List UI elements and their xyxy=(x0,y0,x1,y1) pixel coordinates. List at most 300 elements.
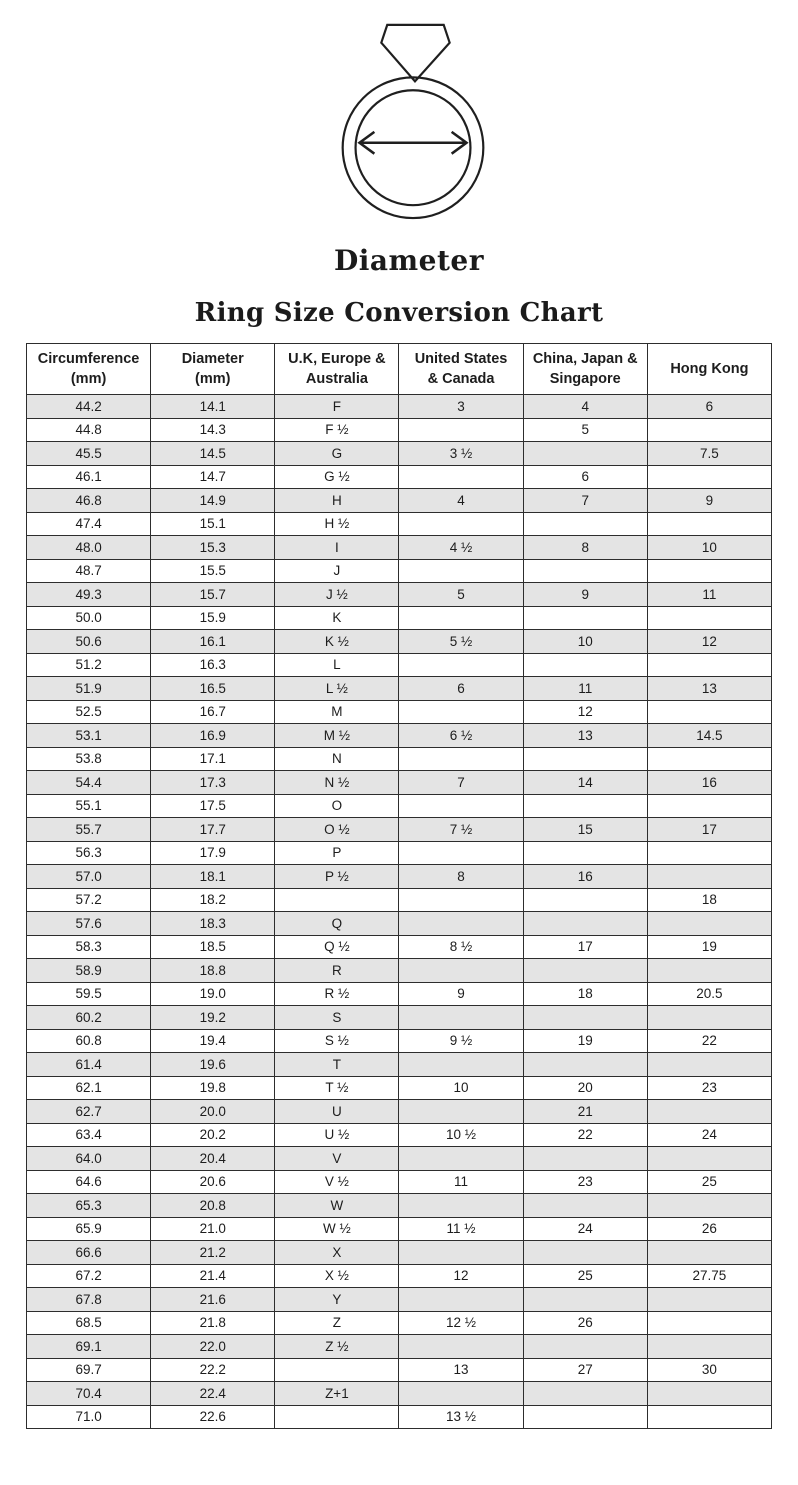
cell: U xyxy=(275,1100,399,1124)
ring-icon xyxy=(331,12,495,222)
cell xyxy=(647,912,771,936)
cell: 19 xyxy=(647,935,771,959)
cell: 9 xyxy=(523,583,647,607)
cell: 15.3 xyxy=(151,536,275,560)
cell xyxy=(647,606,771,630)
cell: 64.6 xyxy=(27,1170,151,1194)
cell: 8 ½ xyxy=(399,935,523,959)
cell: I xyxy=(275,536,399,560)
cell xyxy=(523,1147,647,1171)
cell: 9 xyxy=(399,982,523,1006)
diamond-icon xyxy=(381,25,449,81)
cell xyxy=(399,512,523,536)
cell: 51.2 xyxy=(27,653,151,677)
cell xyxy=(399,653,523,677)
cell: 11 ½ xyxy=(399,1217,523,1241)
cell: 58.3 xyxy=(27,935,151,959)
cell: 19.4 xyxy=(151,1029,275,1053)
cell: 27 xyxy=(523,1358,647,1382)
cell xyxy=(399,1100,523,1124)
cell xyxy=(399,418,523,442)
cell: 16 xyxy=(647,771,771,795)
cell xyxy=(647,1382,771,1406)
table-row xyxy=(27,1241,772,1265)
cell xyxy=(647,465,771,489)
cell: 48.7 xyxy=(27,559,151,583)
table-row xyxy=(27,1053,772,1077)
cell: 25 xyxy=(523,1264,647,1288)
column-header-line: (mm) xyxy=(70,371,107,387)
cell: 3 xyxy=(399,395,523,419)
cell xyxy=(647,418,771,442)
cell xyxy=(647,1006,771,1030)
cell: 4 xyxy=(523,395,647,419)
column-header-line: U.K, Europe & xyxy=(288,351,386,367)
cell: 18.3 xyxy=(151,912,275,936)
cell: 50.0 xyxy=(27,606,151,630)
table-row xyxy=(27,982,772,1006)
cell xyxy=(647,1147,771,1171)
cell: 18.5 xyxy=(151,935,275,959)
cell: 16.9 xyxy=(151,724,275,748)
cell: 24 xyxy=(647,1123,771,1147)
cell: 19.2 xyxy=(151,1006,275,1030)
table-row xyxy=(27,959,772,983)
table-row xyxy=(27,1335,772,1359)
cell: G ½ xyxy=(275,465,399,489)
cell: 47.4 xyxy=(27,512,151,536)
table-row xyxy=(27,536,772,560)
cell: 10 xyxy=(399,1076,523,1100)
table-row xyxy=(27,1147,772,1171)
cell: 53.8 xyxy=(27,747,151,771)
cell: 23 xyxy=(523,1170,647,1194)
cell: M xyxy=(275,700,399,724)
cell xyxy=(399,1382,523,1406)
cell: 14.5 xyxy=(151,442,275,466)
cell: 11 xyxy=(523,677,647,701)
cell: 20.8 xyxy=(151,1194,275,1218)
table-row xyxy=(27,418,772,442)
table-row xyxy=(27,1194,772,1218)
cell: 15.9 xyxy=(151,606,275,630)
cell: 22.4 xyxy=(151,1382,275,1406)
cell: 49.3 xyxy=(27,583,151,607)
cell xyxy=(399,912,523,936)
cell: 21.2 xyxy=(151,1241,275,1265)
cell: 22 xyxy=(647,1029,771,1053)
cell: 26 xyxy=(523,1311,647,1335)
table-row xyxy=(27,442,772,466)
table-row xyxy=(27,653,772,677)
column-header-line: Singapore xyxy=(549,371,621,387)
column-header-line: Diameter xyxy=(181,351,244,367)
column-header-line: Circumference xyxy=(37,351,140,367)
cell: S xyxy=(275,1006,399,1030)
cell: 16.7 xyxy=(151,700,275,724)
cell xyxy=(523,559,647,583)
cell: 17.1 xyxy=(151,747,275,771)
column-header xyxy=(647,344,771,395)
cell: 15.1 xyxy=(151,512,275,536)
table-row xyxy=(27,1264,772,1288)
table-row xyxy=(27,630,772,654)
table-row xyxy=(27,606,772,630)
table-row xyxy=(27,841,772,865)
cell xyxy=(275,1405,399,1429)
cell xyxy=(647,865,771,889)
cell: 56.3 xyxy=(27,841,151,865)
cell xyxy=(647,1311,771,1335)
cell: 13 xyxy=(399,1358,523,1382)
cell: K ½ xyxy=(275,630,399,654)
cell: 11 xyxy=(399,1170,523,1194)
cell: 23 xyxy=(647,1076,771,1100)
cell: S ½ xyxy=(275,1029,399,1053)
cell: 57.6 xyxy=(27,912,151,936)
cell xyxy=(523,1405,647,1429)
cell xyxy=(523,1006,647,1030)
cell: 70.4 xyxy=(27,1382,151,1406)
cell xyxy=(523,912,647,936)
cell: 69.7 xyxy=(27,1358,151,1382)
cell: 16.3 xyxy=(151,653,275,677)
cell: 25 xyxy=(647,1170,771,1194)
cell: 58.9 xyxy=(27,959,151,983)
cell xyxy=(399,959,523,983)
cell xyxy=(523,1241,647,1265)
cell: U ½ xyxy=(275,1123,399,1147)
cell: 21.0 xyxy=(151,1217,275,1241)
cell: 18.8 xyxy=(151,959,275,983)
cell: 6 xyxy=(523,465,647,489)
cell: 67.2 xyxy=(27,1264,151,1288)
cell: Q ½ xyxy=(275,935,399,959)
cell: 20.0 xyxy=(151,1100,275,1124)
cell: 12 xyxy=(523,700,647,724)
cell xyxy=(399,841,523,865)
cell: 44.2 xyxy=(27,395,151,419)
cell: 5 xyxy=(523,418,647,442)
cell: N ½ xyxy=(275,771,399,795)
table-row xyxy=(27,1358,772,1382)
cell xyxy=(399,1006,523,1030)
cell: 20.2 xyxy=(151,1123,275,1147)
table-row xyxy=(27,677,772,701)
cell: R xyxy=(275,959,399,983)
cell: N xyxy=(275,747,399,771)
cell: 62.1 xyxy=(27,1076,151,1100)
cell: 10 xyxy=(647,536,771,560)
cell xyxy=(399,888,523,912)
cell xyxy=(399,747,523,771)
column-header xyxy=(151,344,275,395)
cell: 12 xyxy=(399,1264,523,1288)
cell: 15.7 xyxy=(151,583,275,607)
cell xyxy=(399,794,523,818)
cell: 59.5 xyxy=(27,982,151,1006)
cell: X xyxy=(275,1241,399,1265)
cell xyxy=(523,606,647,630)
cell xyxy=(523,512,647,536)
diameter-label: Diameter xyxy=(333,244,484,277)
cell: 22.6 xyxy=(151,1405,275,1429)
cell: 18 xyxy=(647,888,771,912)
cell: 64.0 xyxy=(27,1147,151,1171)
cell: 46.1 xyxy=(27,465,151,489)
cell: F ½ xyxy=(275,418,399,442)
cell: Z ½ xyxy=(275,1335,399,1359)
cell: X ½ xyxy=(275,1264,399,1288)
cell: 19.8 xyxy=(151,1076,275,1100)
cell: 57.0 xyxy=(27,865,151,889)
cell: 12 ½ xyxy=(399,1311,523,1335)
table-row xyxy=(27,912,772,936)
cell: 13 xyxy=(523,724,647,748)
cell xyxy=(647,512,771,536)
cell: 14.7 xyxy=(151,465,275,489)
cell: 30 xyxy=(647,1358,771,1382)
cell: 45.5 xyxy=(27,442,151,466)
cell: 13 ½ xyxy=(399,1405,523,1429)
cell: 21.4 xyxy=(151,1264,275,1288)
cell xyxy=(523,1335,647,1359)
cell: 15.5 xyxy=(151,559,275,583)
cell xyxy=(523,1288,647,1312)
table-row xyxy=(27,583,772,607)
table-row xyxy=(27,1006,772,1030)
cell: V ½ xyxy=(275,1170,399,1194)
cell: L xyxy=(275,653,399,677)
cell: J xyxy=(275,559,399,583)
cell: 8 xyxy=(523,536,647,560)
cell: 20.6 xyxy=(151,1170,275,1194)
cell: 6 ½ xyxy=(399,724,523,748)
cell: 14.5 xyxy=(647,724,771,748)
cell xyxy=(647,559,771,583)
cell: 10 ½ xyxy=(399,1123,523,1147)
cell: 71.0 xyxy=(27,1405,151,1429)
cell: 14.9 xyxy=(151,489,275,513)
cell xyxy=(523,1382,647,1406)
cell: 18 xyxy=(523,982,647,1006)
cell: 11 xyxy=(647,583,771,607)
cell: 65.3 xyxy=(27,1194,151,1218)
cell: 18.2 xyxy=(151,888,275,912)
table-row xyxy=(27,1217,772,1241)
cell: W xyxy=(275,1194,399,1218)
cell: 19.0 xyxy=(151,982,275,1006)
cell: H ½ xyxy=(275,512,399,536)
cell: 44.8 xyxy=(27,418,151,442)
cell xyxy=(647,747,771,771)
table-row xyxy=(27,1029,772,1053)
cell: 18.1 xyxy=(151,865,275,889)
table-body xyxy=(27,395,772,1429)
cell: 12 xyxy=(647,630,771,654)
cell: M ½ xyxy=(275,724,399,748)
cell xyxy=(523,442,647,466)
column-header xyxy=(523,344,647,395)
cell xyxy=(399,606,523,630)
column-header xyxy=(275,344,399,395)
cell xyxy=(523,1053,647,1077)
cell: 60.8 xyxy=(27,1029,151,1053)
cell: 67.8 xyxy=(27,1288,151,1312)
table-row xyxy=(27,1076,772,1100)
cell: 3 ½ xyxy=(399,442,523,466)
cell: 53.1 xyxy=(27,724,151,748)
cell: 5 xyxy=(399,583,523,607)
cell: 6 xyxy=(399,677,523,701)
cell: 21 xyxy=(523,1100,647,1124)
cell: O xyxy=(275,794,399,818)
cell: T xyxy=(275,1053,399,1077)
cell xyxy=(275,1358,399,1382)
table-row xyxy=(27,747,772,771)
cell: 9 ½ xyxy=(399,1029,523,1053)
cell xyxy=(647,700,771,724)
cell xyxy=(523,653,647,677)
cell xyxy=(647,959,771,983)
cell: 27.75 xyxy=(647,1264,771,1288)
cell: 14.1 xyxy=(151,395,275,419)
cell: 14.3 xyxy=(151,418,275,442)
table-row xyxy=(27,559,772,583)
table-row xyxy=(27,395,772,419)
cell: 60.2 xyxy=(27,1006,151,1030)
cell: 17.5 xyxy=(151,794,275,818)
cell: 20.5 xyxy=(647,982,771,1006)
table-row xyxy=(27,1382,772,1406)
cell xyxy=(647,1335,771,1359)
cell xyxy=(523,959,647,983)
cell xyxy=(399,1241,523,1265)
column-header xyxy=(27,344,151,395)
ring-inner-circle xyxy=(356,90,471,205)
table-row xyxy=(27,1288,772,1312)
cell xyxy=(399,1053,523,1077)
cell xyxy=(523,794,647,818)
cell: 20 xyxy=(523,1076,647,1100)
table-header xyxy=(27,344,772,395)
cell: K xyxy=(275,606,399,630)
column-header-line: (mm) xyxy=(195,371,231,387)
table-row xyxy=(27,1123,772,1147)
header-row xyxy=(27,344,772,395)
cell: W ½ xyxy=(275,1217,399,1241)
cell xyxy=(647,794,771,818)
cell xyxy=(523,747,647,771)
cell: 52.5 xyxy=(27,700,151,724)
conversion-table xyxy=(26,343,772,1429)
cell xyxy=(275,888,399,912)
cell xyxy=(399,700,523,724)
cell: G xyxy=(275,442,399,466)
cell: 4 xyxy=(399,489,523,513)
cell: 4 ½ xyxy=(399,536,523,560)
cell: Q xyxy=(275,912,399,936)
cell: 22 xyxy=(523,1123,647,1147)
cell: T ½ xyxy=(275,1076,399,1100)
cell: 26 xyxy=(647,1217,771,1241)
table-row xyxy=(27,465,772,489)
ring-size-chart-page xyxy=(0,12,798,1485)
cell: 22.2 xyxy=(151,1358,275,1382)
cell: R ½ xyxy=(275,982,399,1006)
cell xyxy=(647,841,771,865)
table-row xyxy=(27,1311,772,1335)
cell xyxy=(399,1288,523,1312)
cell: 62.7 xyxy=(27,1100,151,1124)
table-row xyxy=(27,794,772,818)
cell: L ½ xyxy=(275,677,399,701)
cell: 48.0 xyxy=(27,536,151,560)
column-header-line: Hong Kong xyxy=(670,361,749,377)
ring-outer-circle xyxy=(343,77,484,218)
cell: 17.7 xyxy=(151,818,275,842)
table-row xyxy=(27,724,772,748)
table-row xyxy=(27,1405,772,1429)
cell: 7 xyxy=(399,771,523,795)
table-row xyxy=(27,1100,772,1124)
table-row xyxy=(27,818,772,842)
table-row xyxy=(27,1170,772,1194)
diameter-arrow-icon xyxy=(360,132,467,154)
ring-diameter-illustration xyxy=(331,12,495,222)
cell: H xyxy=(275,489,399,513)
cell: 21.8 xyxy=(151,1311,275,1335)
cell: 51.9 xyxy=(27,677,151,701)
table-row xyxy=(27,865,772,889)
cell xyxy=(399,559,523,583)
table-row xyxy=(27,700,772,724)
table-row xyxy=(27,935,772,959)
cell xyxy=(647,1194,771,1218)
cell: 9 xyxy=(647,489,771,513)
cell xyxy=(647,1288,771,1312)
cell: 66.6 xyxy=(27,1241,151,1265)
cell: 69.1 xyxy=(27,1335,151,1359)
cell xyxy=(647,653,771,677)
cell: 19 xyxy=(523,1029,647,1053)
cell: 5 ½ xyxy=(399,630,523,654)
cell: 7 ½ xyxy=(399,818,523,842)
cell: 10 xyxy=(523,630,647,654)
cell: P ½ xyxy=(275,865,399,889)
cell: 6 xyxy=(647,395,771,419)
cell: Z+1 xyxy=(275,1382,399,1406)
cell xyxy=(399,1335,523,1359)
cell: 16.1 xyxy=(151,630,275,654)
cell: 16 xyxy=(523,865,647,889)
table-row xyxy=(27,489,772,513)
cell: 63.4 xyxy=(27,1123,151,1147)
cell: Z xyxy=(275,1311,399,1335)
cell: 14 xyxy=(523,771,647,795)
cell: 55.7 xyxy=(27,818,151,842)
cell xyxy=(399,1147,523,1171)
cell: 7.5 xyxy=(647,442,771,466)
page-title: Ring Size Conversion Chart xyxy=(194,298,604,328)
cell: 50.6 xyxy=(27,630,151,654)
cell: 15 xyxy=(523,818,647,842)
cell: 8 xyxy=(399,865,523,889)
cell: 16.5 xyxy=(151,677,275,701)
column-header-line: & Canada xyxy=(427,371,495,387)
cell: 22.0 xyxy=(151,1335,275,1359)
cell: 20.4 xyxy=(151,1147,275,1171)
